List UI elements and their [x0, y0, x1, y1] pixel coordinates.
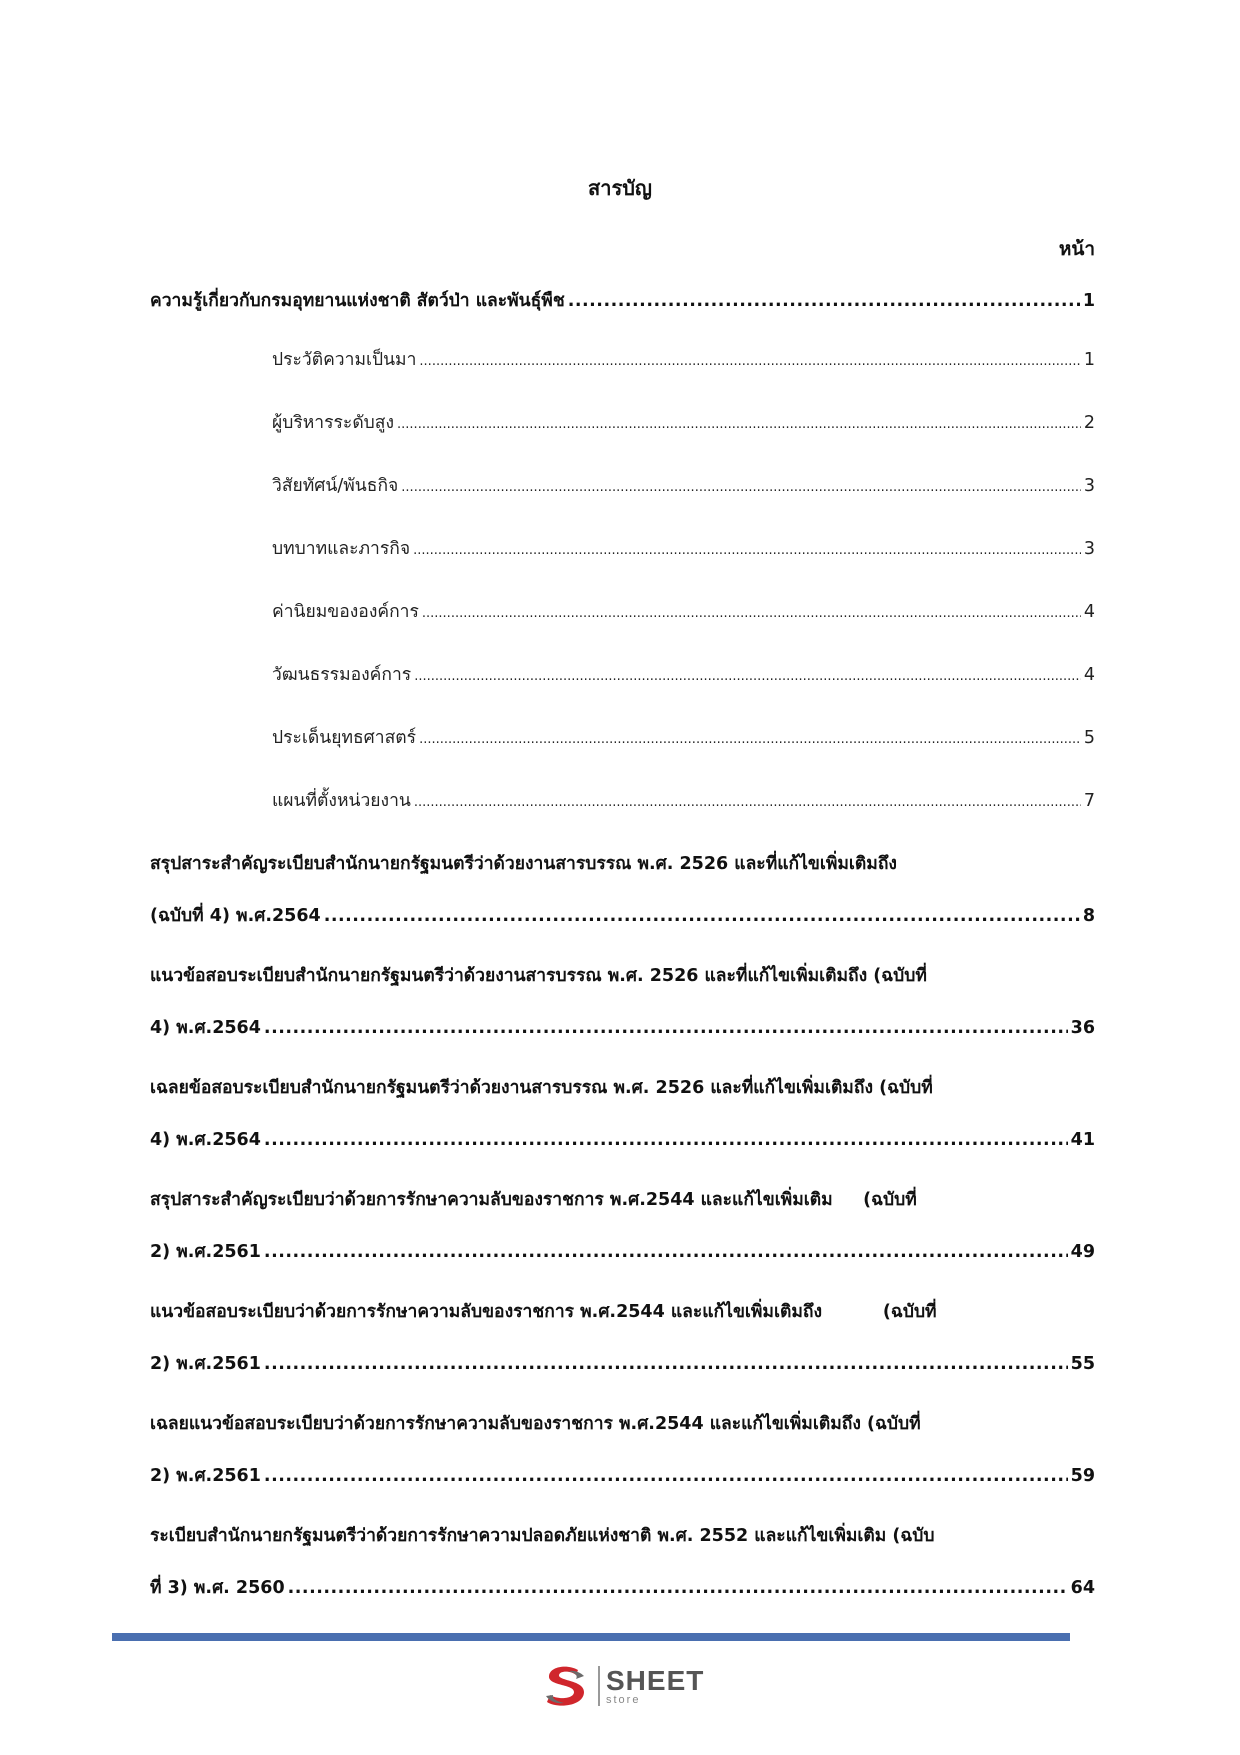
- toc-entry[interactable]: [150, 286, 1095, 316]
- page-column-label: หน้า: [1058, 238, 1095, 260]
- toc-entry[interactable]: [150, 1297, 1095, 1379]
- toc-dot-leader: [324, 901, 1080, 931]
- sheet-store-logo: [540, 1660, 720, 1712]
- toc-dot-leader: [397, 408, 1081, 440]
- toc-entry-title-line2: ที่ 3) พ.ศ. 2560: [150, 1578, 285, 1598]
- toc-entry[interactable]: [150, 961, 1095, 1043]
- toc-entry-title-line2: 2) พ.ศ.2561: [150, 1242, 261, 1262]
- toc-subentry[interactable]: [150, 660, 1095, 692]
- toc-entry-page: 1: [1082, 291, 1095, 311]
- toc-entry-title: ประเด็นยุทธศาสตร์: [272, 728, 417, 748]
- toc-entry-page: 55: [1070, 1354, 1095, 1374]
- toc-dot-leader: [419, 345, 1080, 377]
- toc-entry[interactable]: [150, 1185, 1095, 1267]
- toc-dot-leader: [264, 1125, 1068, 1155]
- toc-entry-title: ความรู้เกี่ยวกับกรมอุทยานแห่งชาติ สัตว์ป่า และพันธุ์พืช: [150, 291, 565, 311]
- toc-title: สารบัญ: [588, 176, 652, 200]
- toc-subentry[interactable]: [150, 408, 1095, 440]
- toc-entry-page: 64: [1070, 1578, 1095, 1598]
- toc-entry-title: วิสัยทัศน์/พันธกิจ: [272, 476, 399, 496]
- toc-entry-page: 7: [1083, 791, 1095, 811]
- toc-entry-title: แผนที่ตั้งหน่วยงาน: [272, 791, 411, 811]
- toc-subentry[interactable]: [150, 597, 1095, 629]
- toc-entry-page: 4: [1083, 665, 1095, 685]
- toc-entry-title: ค่านิยมขององค์การ: [272, 602, 419, 622]
- footer-rule: [112, 1633, 1070, 1641]
- toc-dot-leader: [288, 1573, 1068, 1603]
- toc-entry-title: บทบาทและภารกิจ: [272, 539, 411, 559]
- toc-entry-page: 5: [1083, 728, 1095, 748]
- s-logo-icon: [540, 1662, 592, 1710]
- toc-entry-title-line2: 4) พ.ศ.2564: [150, 1130, 261, 1150]
- logo-text: SHEET: [606, 1664, 705, 1696]
- toc-entry[interactable]: [150, 849, 1095, 931]
- table-of-contents: [150, 286, 1095, 1633]
- toc-subentry[interactable]: [150, 786, 1095, 818]
- toc-entry-page: 1: [1083, 350, 1095, 370]
- toc-entry-title-line2: (ฉบับที่ 4) พ.ศ.2564: [150, 906, 321, 926]
- toc-dot-leader: [422, 597, 1081, 629]
- toc-entry-title-line1: เฉลยข้อสอบระเบียบสำนักนายกรัฐมนตรีว่าด้วยงานสารบรรณ พ.ศ. 2526 และที่แก้ไขเพิ่มเติมถึง (ฉบับที่: [150, 1078, 933, 1098]
- toc-entry-title-line1: เฉลยแนวข้อสอบระเบียบว่าด้วยการรักษาความลับของราชการ พ.ศ.2544 และแก้ไขเพิ่มเติมถึง (ฉบับที่: [150, 1414, 921, 1434]
- toc-entry-title: ผู้บริหารระดับสูง: [272, 413, 395, 433]
- toc-entry-page: 4: [1083, 602, 1095, 622]
- toc-subentry[interactable]: [150, 534, 1095, 566]
- toc-entry-title-line1: แนวข้อสอบระเบียบสำนักนายกรัฐมนตรีว่าด้วยงานสารบรรณ พ.ศ. 2526 และที่แก้ไขเพิ่มเติมถึง (ฉบับที่: [150, 966, 927, 986]
- toc-entry-title-line1: สรุปสาระสำคัญระเบียบว่าด้วยการรักษาความลับของราชการ พ.ศ.2544 และแก้ไขเพิ่มเติม (ฉบับที่: [150, 1190, 917, 1210]
- toc-subentry[interactable]: [150, 723, 1095, 755]
- logo-subtext: store: [606, 1693, 641, 1706]
- toc-entry-title-line2: 2) พ.ศ.2561: [150, 1466, 261, 1486]
- toc-entry-title-line2: 2) พ.ศ.2561: [150, 1354, 261, 1374]
- toc-entry[interactable]: [150, 1521, 1095, 1603]
- toc-entry-page: 3: [1083, 539, 1095, 559]
- toc-entry-page: 41: [1070, 1130, 1095, 1150]
- toc-entry-title-line1: ระเบียบสำนักนายกรัฐมนตรีว่าด้วยการรักษาความปลอดภัยแห่งชาติ พ.ศ. 2552 และแก้ไขเพิ่มเติม (ฉบับ: [150, 1526, 935, 1546]
- toc-dot-leader: [264, 1349, 1068, 1379]
- toc-subentry[interactable]: [150, 345, 1095, 377]
- toc-dot-leader: [264, 1013, 1068, 1043]
- toc-entry-page: 36: [1070, 1018, 1095, 1038]
- toc-entry[interactable]: [150, 1409, 1095, 1491]
- toc-entry-title: ประวัติความเป็นมา: [272, 350, 417, 370]
- toc-dot-leader: [414, 660, 1081, 692]
- toc-entry-title-line2: 4) พ.ศ.2564: [150, 1018, 261, 1038]
- toc-entry-page: 2: [1083, 413, 1095, 433]
- toc-entry-page: 59: [1070, 1466, 1095, 1486]
- toc-dot-leader: [414, 786, 1081, 818]
- logo-divider: [598, 1666, 600, 1706]
- toc-entry-title: วัฒนธรรมองค์การ: [272, 665, 412, 685]
- toc-dot-leader: [419, 723, 1081, 755]
- toc-entry-page: 8: [1082, 906, 1095, 926]
- toc-dot-leader: [413, 534, 1081, 566]
- toc-subentry[interactable]: [150, 471, 1095, 503]
- toc-dot-leader: [264, 1237, 1068, 1267]
- toc-entry[interactable]: [150, 1073, 1095, 1155]
- toc-entry-title-line1: สรุปสาระสำคัญระเบียบสำนักนายกรัฐมนตรีว่าด้วยงานสารบรรณ พ.ศ. 2526 และที่แก้ไขเพิ่มเติมถึง: [150, 854, 897, 874]
- toc-dot-leader: [568, 286, 1080, 316]
- toc-entry-page: 49: [1070, 1242, 1095, 1262]
- toc-entry-title-line1: แนวข้อสอบระเบียบว่าด้วยการรักษาความลับของราชการ พ.ศ.2544 และแก้ไขเพิ่มเติมถึง (ฉบับที่: [150, 1302, 937, 1322]
- toc-entry-page: 3: [1083, 476, 1095, 496]
- toc-dot-leader: [401, 471, 1081, 503]
- toc-dot-leader: [264, 1461, 1068, 1491]
